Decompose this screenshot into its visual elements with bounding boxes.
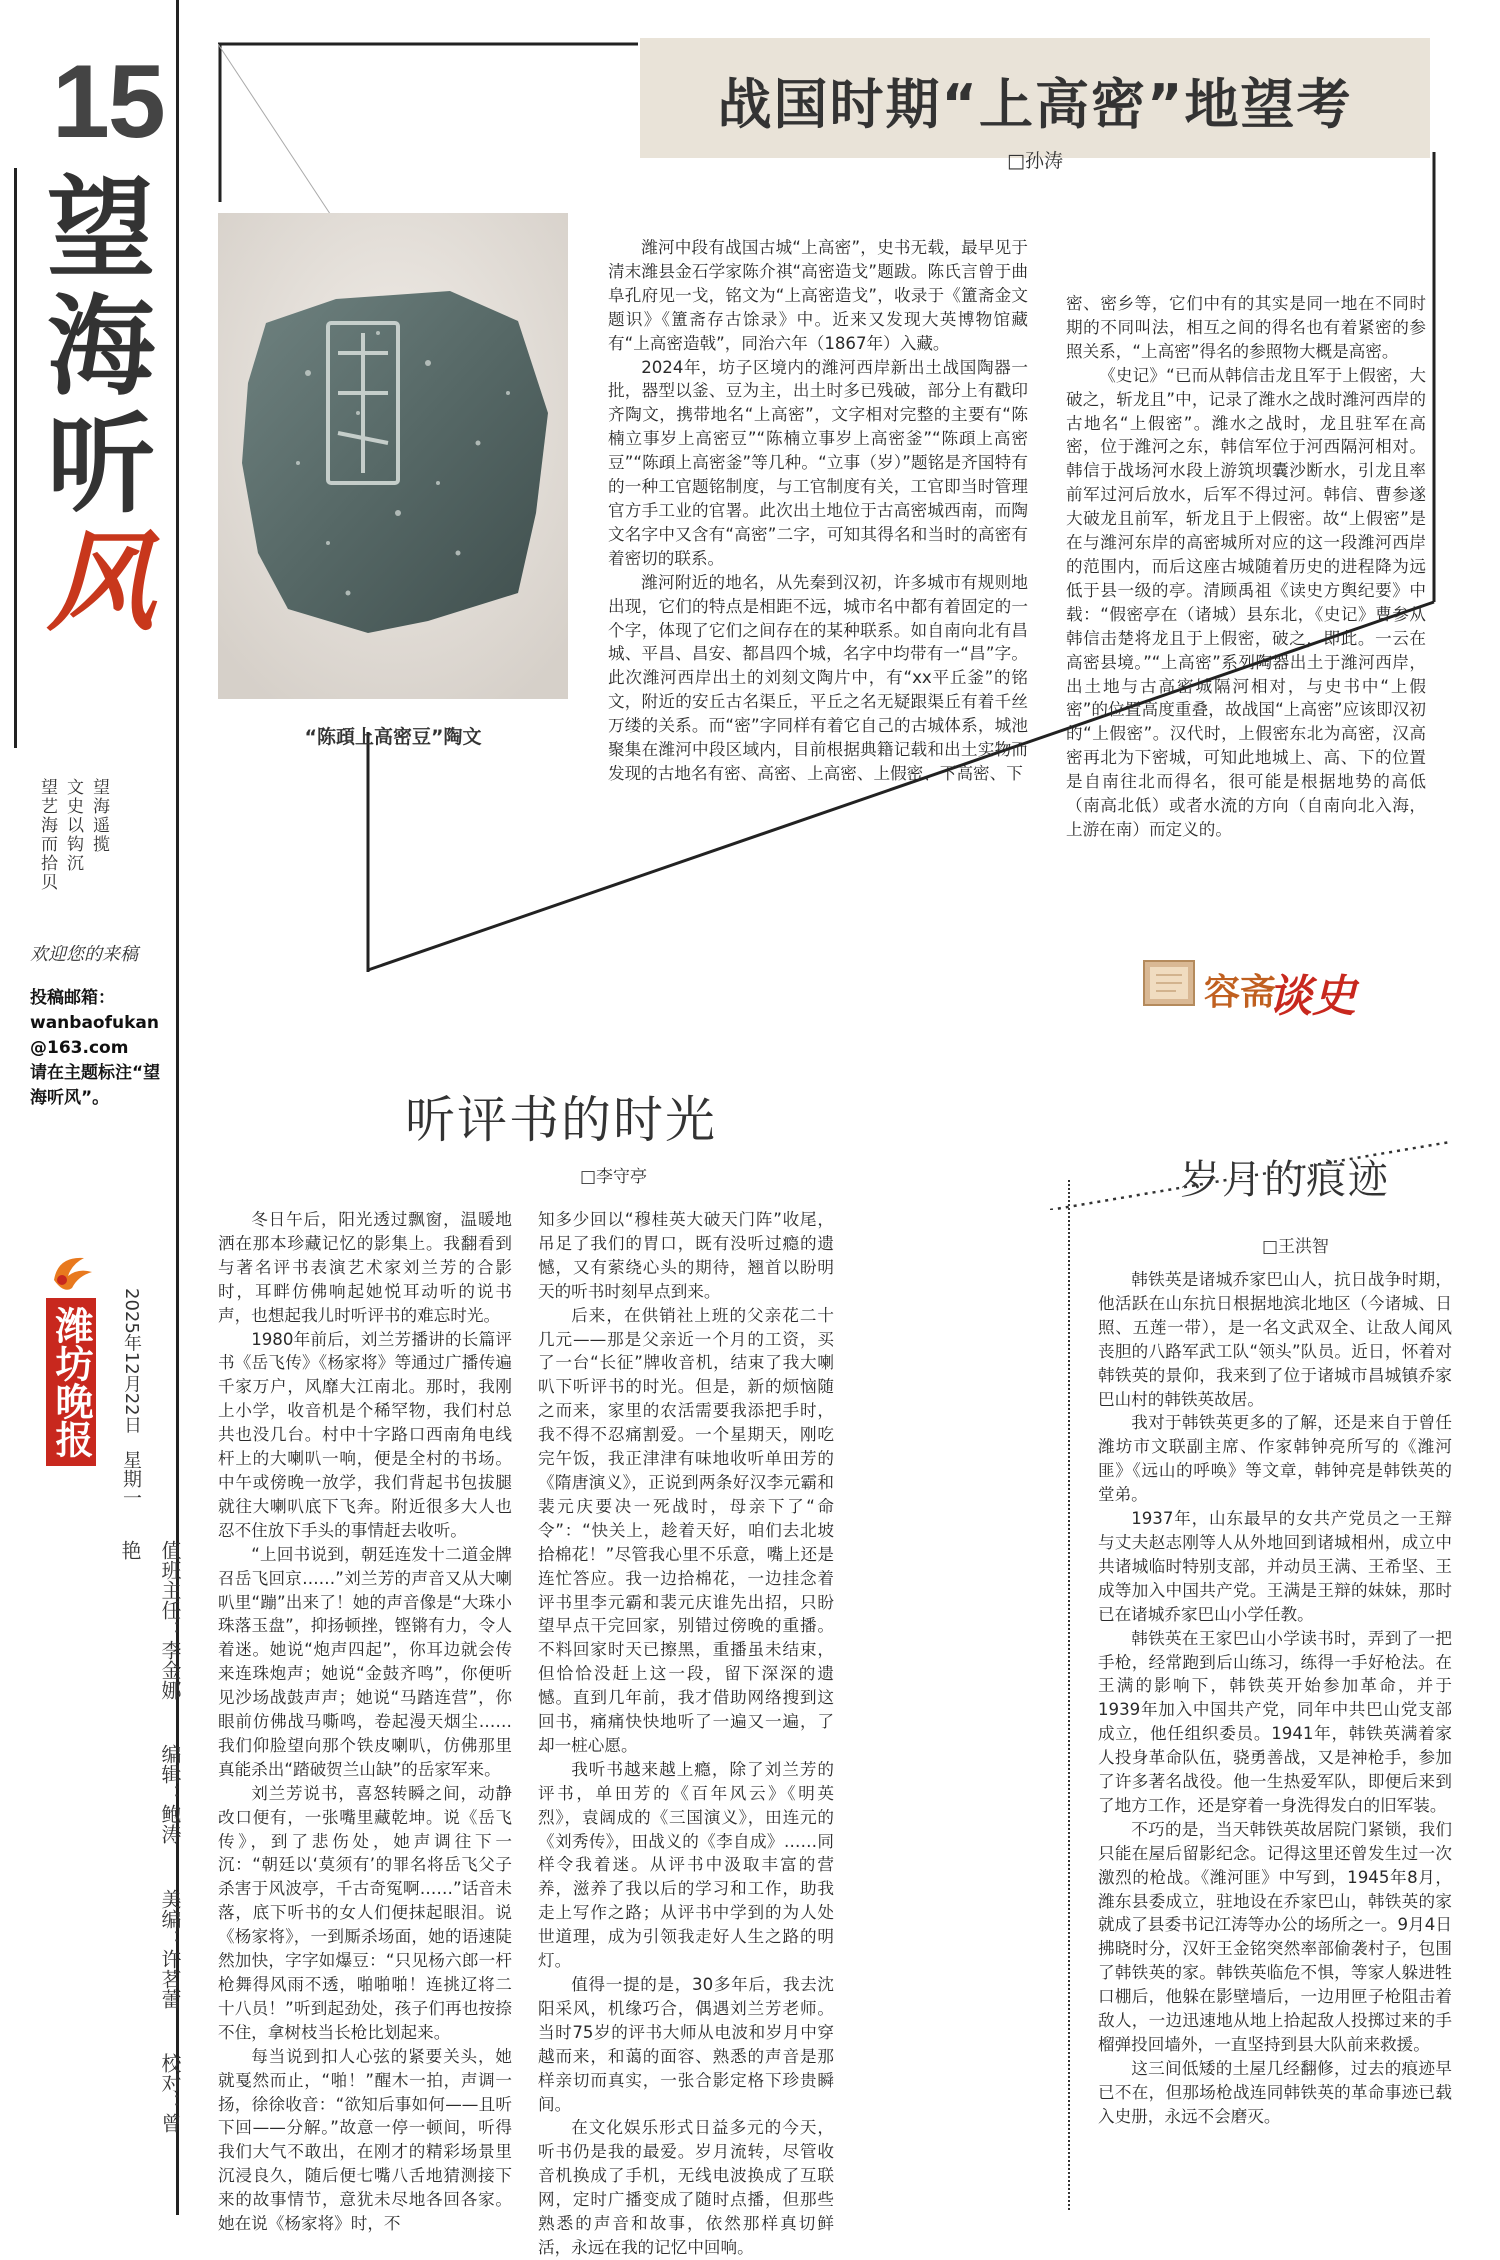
credit-line: 美编：许茗蕾	[158, 1888, 182, 2009]
submit-note: 请在主题标注“望海听风”。	[30, 1063, 161, 1108]
paragraph: 韩铁英在王家巴山小学读书时，弄到了一把手枪，经常跑到后山练习，练得一手好枪法。在王满的影响下，韩铁英开始参加革命，并于1939年加入中国共产党，同年中共巴山党支部成立，他任组织委员。1941年，韩铁英满着家人投身革命队伍，骁勇善战，又是神枪手，参加了许多著名战役。他一生热爱军队，即便后来到了地方工作，还是穿着一身洗得发白的旧军装。	[1098, 1628, 1452, 1815]
article-column	[1098, 1268, 1452, 2129]
credit-line: 校对：曾艳	[118, 1540, 182, 2134]
staff-credits	[110, 1540, 190, 2190]
poem-line: 望海遥揽	[89, 778, 109, 854]
paragraph: “上回书说到，朝廷连发十二道金牌召岳飞回京……”刘兰芳的声音又从大喇叭里“蹦”出来了！她的声音像是“大珠小珠落玉盘”，抑扬顿挫，铿锵有力，令人着迷。她说“炮声四起”，你耳边就会传来连珠炮声；她说“金鼓齐鸣”，你便听见沙场战鼓声声；她说“马踏连营”，你眼前仿佛战马嘶鸣，卷起漫天烟尘……我们仰脸望向那个铁皮喇叭，仿佛那里真能杀出“踏破贺兰山缺”的岳家军来。	[218, 1544, 512, 1779]
paragraph: 后来，在供销社上班的父亲花二十几元——那是父亲近一个月的工资，买了一台“长征”牌收音机，结束了我大喇叭下听评书的时光。但是，新的烦恼随之而来，家里的农活需要我添把手时，我不得不忍痛割爱。一个星期天，刚吃完午饭，我正津津有味地收听单田芳的《隋唐演义》，正说到两条好汉李元霸和裴元庆要决一死战时，母亲下了“命令”：“快关上，趁着天好，咱们去北坡拾棉花！”尽管我心里不乐意，嘴上还是连忙答应。我一边拾棉花，一边挂念着评书里李元霸和裴元庆谁先出招，只盼望早点干完回家，别错过傍晚的重播。不料回家时天已擦黑，重播虽未结束，但恰恰没赶上这一段，留下深深的遗憾。直到几年前，我才借助网络搜到这回书，痛痛快快地听了一遍又一遍，了却一桩心愿。	[538, 1305, 834, 1755]
paragraph: 不巧的是，当天韩铁英故居院门紧锁，我们只能在屋后留影纪念。记得这里还曾发生过一次激烈的枪战。《潍河匪》中写到，1945年8月，潍东县委成立，驻地设在乔家巴山，韩铁英的家就成了县委书记江涛等办公的场所之一。9月4日拂晓时分，汉奸王金铭突然率部偷袭村子，包围了韩铁英的家。韩铁英临危不惧，等家人躲进牲口棚后，他躲在影壁墙后，一边用匣子枪阻击着敌人，一边迅速地从地上拾起敌人投掷过来的手榴弹投回墙外，一直坚持到县大队前来救援。	[1098, 1819, 1452, 2054]
paragraph: 2024年，坊子区境内的潍河西岸新出土战国陶器一批，器型以釜、豆为主，出土时多已残破，部分上有戳印齐陶文，携带地名“上高密”，文字相对完整的主要有“陈楠立事岁上高密豆”“陈楠立事岁上高密釜”“陈頙上高密豆”“陈頙上高密釜”等几种。“立事（岁）”题铭是齐国特有的一种工官题铭制度，与工官制度有关，工官即当时管理官方手工业的官署。此次出土地位于古高密城西南，而陶文名字中又含有“高密”二字，可知其得名和当时的高密有着密切的联系。	[608, 357, 1028, 568]
article-author: □孙涛	[1007, 150, 1063, 172]
credit-line: 编辑：鲍涛	[158, 1744, 182, 1845]
page-number: 15	[52, 44, 164, 160]
poem-line: 文史以钩沉	[63, 778, 83, 873]
pottery-shard-photo	[218, 213, 568, 699]
welcome-text: 欢迎您的来稿	[30, 944, 138, 965]
section-char: 海	[46, 284, 155, 410]
article-column	[218, 1208, 512, 2236]
column-name-accent: 谈史	[1268, 971, 1356, 1022]
paragraph: 我对于韩铁英更多的了解，还是来自于曾任潍坊市文联副主席、作家韩钟亮所写的《潍河匪》《远山的呼唤》等文章，韩钟亮是韩铁英的堂弟。	[1098, 1413, 1452, 1505]
article-title: 岁月的痕迹	[1180, 1157, 1390, 1203]
article-column	[538, 1208, 834, 2260]
article-column	[608, 236, 1028, 786]
section-title	[30, 166, 172, 646]
photo-caption: “陈頙上高密豆”陶文	[304, 726, 482, 748]
article-author: □李守亭	[580, 1167, 648, 1187]
section-poem	[34, 778, 112, 948]
article-author: □王洪智	[1262, 1237, 1330, 1257]
section-char: 风	[46, 520, 155, 646]
article-title: 听评书的时光	[405, 1091, 717, 1149]
paragraph: 知多少回以“穆桂英大破天门阵”收尾，吊足了我们的胃口，既有没听过瘾的遗憾，又有萦绕心头的期待，翘首以盼明天的听书时刻早点到来。	[538, 1210, 834, 1301]
column-divider	[1068, 1180, 1070, 2210]
paragraph: 值得一提的是，30多年后，我去沈阳采风，机缘巧合，偶遇刘兰芳老师。当时75岁的评书大师从电波和岁月中穿越而来，和蔼的面容、熟悉的声音是那样亲切而真实，一张合影定格下珍贵瞬间。	[538, 1975, 834, 2114]
weekday: 星期一	[120, 1450, 142, 1507]
section-char: 听	[46, 402, 155, 528]
paragraph: 密、密乡等，它们中有的其实是同一地在不同时期的不同叫法，相互之间的得名也有着紧密的参照关系，“上高密”得名的参照物大概是高密。	[1066, 294, 1426, 361]
paragraph: 每当说到扣人心弦的紧要关头，她就戛然而止，“啪！”醒木一拍，声调一扬，徐徐收音：“欲知后事如何——且听下回——分解。”故意一停一顿间，听得我们大气不敢出，在刚才的精彩场景里沉浸良久，随后便七嘴八舌地猜测接下来的故事情节，意犹未尽地各回各家。她在说《杨家将》时，不	[218, 2046, 512, 2234]
paragraph: 1980年前后，刘兰芳播讲的长篇评书《岳飞传》《杨家将》等通过广播传遍千家万户，风靡大江南北。那时，我刚上小学，收音机是个稀罕物，我们村总共也没几台。村中十字路口西南角电线杆上的大喇叭一响，便是全村的书场。中午或傍晚一放学，我们背起书包拔腿就往大喇叭底下飞奔。附近很多大人也忍不住放下手头的事情赶去收听。	[218, 1329, 512, 1540]
paragraph: 刘兰芳说书，喜怒转瞬之间，动静改口便有，一张嘴里藏乾坤。说《岳飞传》，到了悲伤处，她声调往下一沉：“朝廷以‘莫须有’的罪名将岳飞父子杀害于风波亭，千古奇冤啊……”话音未落，底下听书的女人们便抹起眼泪。说《杨家将》，一到厮杀场面，她的语速陡然加快，字字如爆豆：“只见杨六郎一杆枪舞得风雨不透，啪啪啪！连挑辽将二十八员！”听到起劲处，孩子们再也按捺不住，拿树枝当长枪比划起来。	[218, 1783, 512, 2042]
credit-line: 值班主任：李金娜	[158, 1540, 182, 1700]
paragraph: 1937年，山东最早的女共产党员之一王辩与丈夫赵志刚等人从外地回到诸城相州，成立中共诸城临时特别支部，并动员王满、王希坚、王成等加入中国共产党。王满是王辩的妹妹，那时已在诸城乔家巴山小学任教。	[1098, 1509, 1452, 1624]
paragraph: 韩铁英是诸城乔家巴山人，抗日战争时期，他活跃在山东抗日根据地滨北地区（今诸城、日照、五莲一带），是一名文武双全、让敌人闻风丧胆的八路军武工队“领头”队员。近日，怀着对韩铁英的景仰，我来到了位于诸城市昌城镇乔家巴山村的韩铁英故居。	[1098, 1270, 1452, 1409]
submit-email-domain[interactable]: @163.com	[30, 1038, 129, 1058]
column-name: 容斋	[1204, 971, 1277, 1013]
paragraph: 潍河中段有战国古城“上高密”，史书无载，最早见于清末潍县金石学家陈介祺“高密造戈”题跋。陈氏言曾于曲阜孔府见一戈，铭文为“上高密造戈”，收录于《簠斋金文题识》《簠斋存古馀录》中。近来又发现大英博物馆藏有“上高密造戟”，同治六年（1867年）入藏。	[608, 238, 1028, 353]
newspaper-name	[46, 1298, 96, 1466]
paragraph: 在文化娱乐形式日益多元的今天，听书仍是我的最爱。岁月流转，尽管收音机换成了手机，无线电波换成了互联网，定时广播变成了随时点播，但那些熟悉的声音和故事，依然那样真切鲜活，永远在我的记忆中回响。	[538, 2118, 834, 2257]
submit-label: 投稿邮箱：	[30, 988, 115, 1008]
section-char: 望	[46, 166, 155, 292]
paragraph: 潍河附近的地名，从先秦到汉初，许多城市有规则地出现，它们的特点是相距不远，城市名中都有着固定的一个字，体现了它们之间存在的某种联系。如自南向北有昌城、平昌、昌安、都昌四个城，名字中均带有一“昌”字。此次潍河西岸出土的刘刻文陶片中，有“xx平丘釜”的铭文，附近的安丘古名渠丘，平丘之名无疑跟渠丘有着千丝万缕的关系。而“密”字同样有着它自己的古城体系，城池聚集在潍河中段区域内，目前根据典籍记载和出土实物而发现的古地名有密、高密、上高密、上假密、下高密、下	[608, 572, 1028, 783]
newspaper-logo-icon	[48, 1250, 96, 1296]
paragraph: 《史记》“已而从韩信击龙且军于上假密，大破之，斩龙且”中，记录了潍水之战时潍河西岸的古地名“上假密”。潍水之战时，龙且驻军在高密，位于潍河之东，韩信军位于河西隔河相对。韩信于战场河水段上游筑坝囊沙断水，引龙且率前军过河后放水，后军不得过河。韩信、曹参遂大破龙且前军，斩龙且于上假密。故“上假密”是在与潍河东岸的高密城所对应的这一段潍河西岸的范围内，而后这座古城随着历史的进程降为远低于县一级的亭。清顾禹祖《读史方舆纪要》中载：“假密亭在（诸城）县东北，《史记》曹参从韩信击楚将龙且于上假密，破之，即此。一云在高密县境。”“上高密”系列陶器出土于潍河西岸，出土地与古高密城隔河相对，与史书中“上假密”的位置高度重叠，故战国“上高密”应该即汉初的“上假密”。汉代时，上假密东北为高密，汉高密再北为下密城，可知此地城上、高、下的位置是自南往北而得名，很可能是根据地势的高低（南高北低）或者水流的方向（自南向北入海，上游在南）而定义的。	[1066, 365, 1426, 839]
paragraph: 冬日午后，阳光透过飘窗，温暖地洒在那本珍藏记忆的影集上。我翻看到与著名评书表演艺术家刘兰芳的合影时，耳畔仿佛响起她悦耳动听的说书声，也想起我儿时听评书的难忘时光。	[218, 1210, 512, 1325]
issue-date: 2025年12月22日	[121, 1288, 142, 1434]
book-icon	[1140, 955, 1200, 1011]
article-column	[1066, 292, 1426, 842]
column-logo	[1140, 950, 1440, 1020]
paragraph: 这三间低矮的土屋几经翻修，过去的痕迹早已不在，但那场枪战连同韩铁英的革命事迹已载入史册，永远不会磨灭。	[1098, 2058, 1452, 2126]
submission-info	[30, 986, 170, 1111]
paper-char: 潍坊晚报	[49, 1306, 94, 1458]
article-title: 战国时期“上高密”地望考	[717, 73, 1353, 136]
submit-email[interactable]: wanbaofukan	[30, 1013, 159, 1033]
paragraph: 我听书越来越上瘾，除了刘兰芳的评书，单田芳的《百年风云》《明英烈》，袁阔成的《三国演义》，田连元的《刘秀传》，田战义的《李自成》……同样令我着迷。从评书中汲取丰富的营养，滋养了我以后的学习和工作，助我走上写作之路；从评书中学到的为人处世道理，成为引领我走好人生之路的明灯。	[538, 1759, 834, 1971]
poem-line: 望艺海而拾贝	[37, 778, 57, 892]
